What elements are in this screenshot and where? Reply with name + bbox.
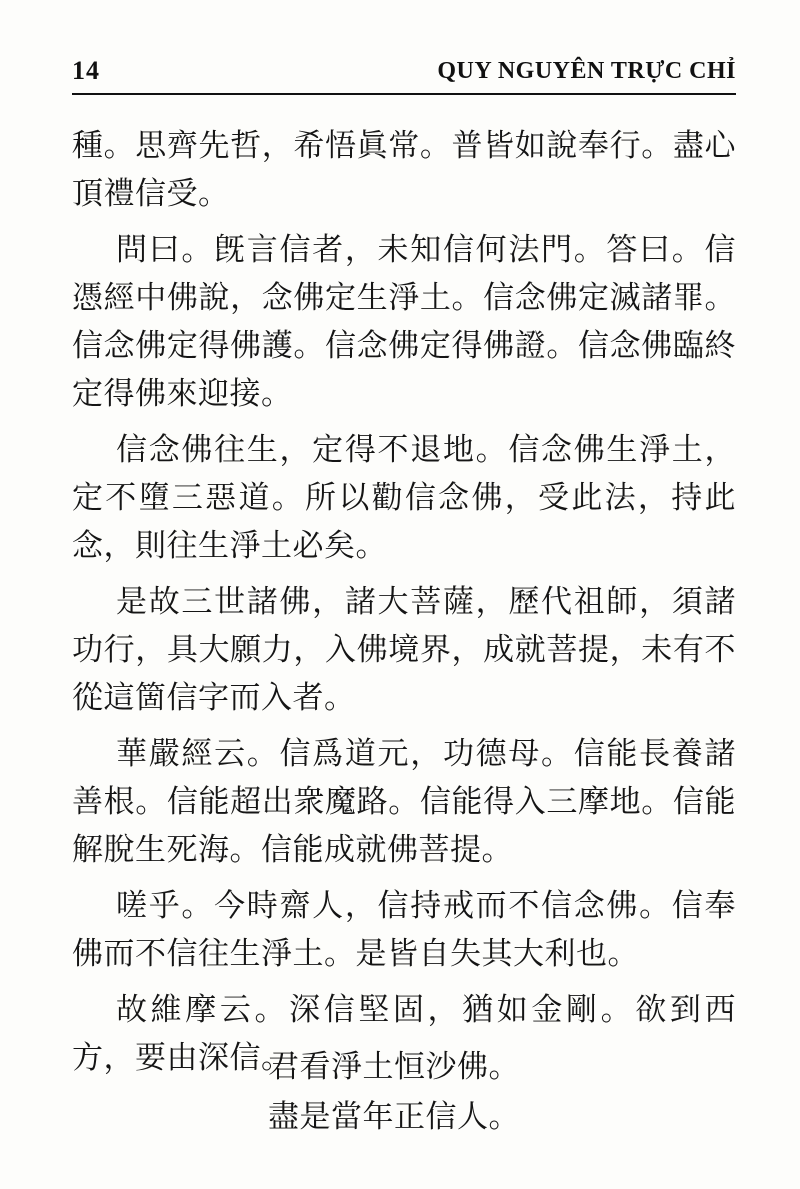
paragraph-rebirth: 信念佛往生，定得不退地。信念佛生淨土，定不墮三惡道。所以勸信念佛，受此法，持此念，則往生淨土必矣。 (72, 432, 736, 564)
page-header (72, 50, 736, 94)
paragraph-avatamsaka: 華嚴經云。信爲道元，功德母。信能長養諸善根。信能超出衆魔路。信能得入三摩地。信能解脫生死海。信能成就佛菩提。 (72, 736, 736, 868)
verse-line: 盡是當年正信人。 (268, 1099, 520, 1135)
paragraph-continuation: 種。思齊先哲，希悟眞常。普皆如說奉行。盡心頂禮信受。 (72, 128, 736, 212)
body-text (72, 122, 736, 1090)
page-number: 14 (72, 56, 100, 85)
paragraph-buddhas: 是故三世諸佛，諸大菩薩，歷代祖師，須諸功行，具大願力，入佛境界，成就菩提，未有不從這箇信字而入者。 (72, 584, 736, 716)
header-rule (72, 93, 736, 95)
verse-line: 君看淨土恒沙佛。 (268, 1049, 520, 1085)
paragraph-vimalakirti: 故維摩云。深信堅固，猶如金剛。欲到西方，要由深信。 (72, 992, 736, 1076)
running-title: QUY NGUYÊN TRỰC CHỈ (437, 58, 736, 84)
verse-block (268, 1042, 738, 1142)
paragraph-question-answer: 問曰。旣言信者，未知信何法門。答曰。信憑經中佛說，念佛定生淨土。信念佛定滅諸罪。信念佛定得佛護。信念佛定得佛證。信念佛臨終定得佛來迎接。 (72, 232, 736, 412)
paragraph-lament: 嗟乎。今時齋人，信持戒而不信念佛。信奉佛而不信往生淨土。是皆自失其大利也。 (72, 888, 736, 972)
